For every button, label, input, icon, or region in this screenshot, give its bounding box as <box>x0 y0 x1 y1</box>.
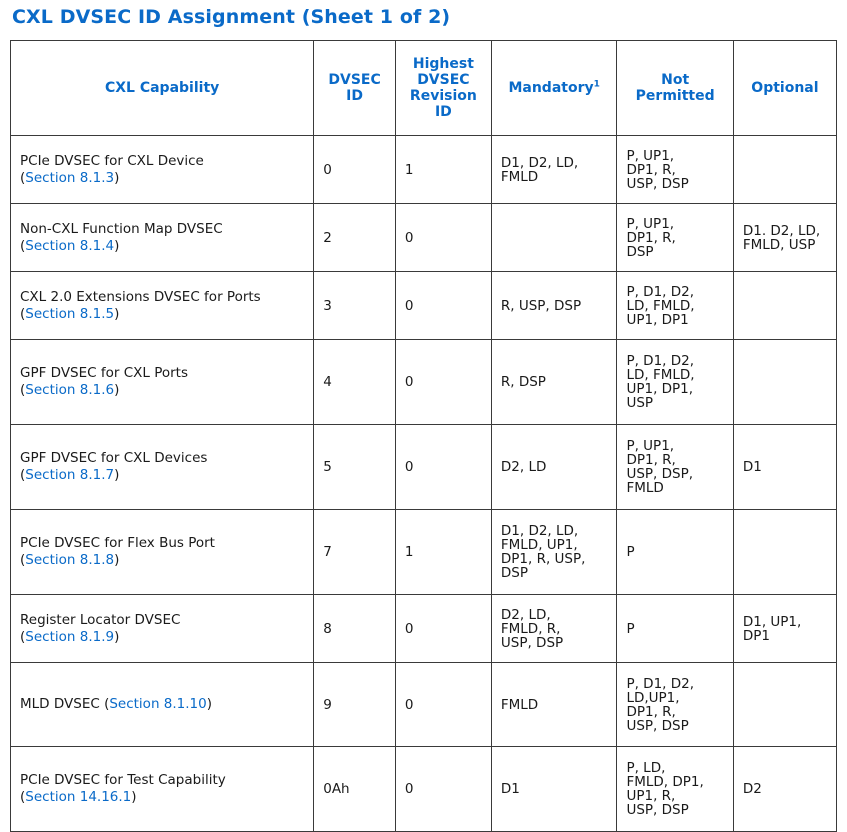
not-permitted-line: LD, FMLD, <box>626 367 695 383</box>
not-permitted-line: USP, DSP, <box>626 466 694 482</box>
not-permitted-line: P <box>626 620 635 637</box>
cell-optional <box>733 510 836 595</box>
cell-mandatory <box>491 340 617 425</box>
cell-mandatory <box>491 595 617 663</box>
cell-revision-id: 0 <box>395 595 491 663</box>
mandatory-line: FMLD, UP1, <box>500 537 578 553</box>
cell-dvsec-id: 7 <box>314 510 396 595</box>
cell-revision-id: 0 <box>395 272 491 340</box>
section-link[interactable]: Section 14.16.1 <box>25 789 132 805</box>
optional-line: DP1 <box>742 627 770 644</box>
mandatory-line: D1 <box>500 781 520 797</box>
not-permitted-line: LD,UP1, <box>626 689 680 706</box>
cell-optional <box>733 340 836 425</box>
not-permitted-line: UP1, DP1, <box>626 381 694 397</box>
cell-optional <box>733 595 836 663</box>
cell-optional <box>733 204 836 272</box>
not-permitted-line: UP1, DP1 <box>626 311 689 328</box>
not-permitted-line: USP, DSP <box>626 802 689 818</box>
table-row <box>11 595 837 663</box>
mandatory-line: FMLD, R, <box>500 620 561 637</box>
capability-name: PCIe DVSEC for Test Capability <box>20 772 226 788</box>
capability-name: MLD DVSEC <box>20 696 100 712</box>
not-permitted-line: USP <box>626 395 654 411</box>
mandatory-line: R, USP, DSP <box>500 297 582 314</box>
mandatory-line: D2, LD, <box>500 606 551 623</box>
not-permitted-line: P, D1, D2, <box>626 353 695 369</box>
table-row <box>11 663 837 747</box>
capability-name: GPF DVSEC for CXL Ports <box>20 365 189 381</box>
table-body <box>11 136 837 832</box>
not-permitted-line: DP1, R, <box>626 161 676 178</box>
cell-capability: Register Locator DVSEC (Section 8.1.9) <box>11 595 314 663</box>
cell-revision-id: 0 <box>395 204 491 272</box>
header-revision-id <box>395 41 491 136</box>
cell-not-permitted <box>617 272 733 340</box>
cell-capability: CXL 2.0 Extensions DVSEC for Ports (Section 8.1.5) <box>11 272 314 340</box>
cell-mandatory <box>491 204 617 272</box>
header-mandatory-label: Mandatory <box>508 80 594 96</box>
cell-not-permitted <box>617 663 733 747</box>
not-permitted-line: UP1, R, <box>626 788 676 804</box>
section-link[interactable]: Section 8.1.6 <box>25 382 115 398</box>
not-permitted-line: USP, DSP <box>626 175 689 192</box>
capability-name: GPF DVSEC for CXL Devices <box>20 450 208 466</box>
capability-name: CXL 2.0 Extensions DVSEC for Ports <box>20 288 261 305</box>
header-not-permitted <box>617 41 733 136</box>
cell-capability: GPF DVSEC for CXL Ports (Section 8.1.6) <box>11 340 314 425</box>
not-permitted-line: P, UP1, <box>626 147 675 164</box>
header-line: Revision <box>409 88 477 104</box>
not-permitted-line: DSP <box>626 243 654 260</box>
cell-revision-id: 0 <box>395 340 491 425</box>
capability-name: Register Locator DVSEC <box>20 611 181 628</box>
section-link[interactable]: Section 8.1.5 <box>25 305 115 322</box>
cell-not-permitted <box>617 425 733 510</box>
header-line: DVSEC <box>328 72 381 88</box>
optional-line: D1. D2, LD, <box>742 222 821 239</box>
header-optional <box>733 41 836 136</box>
header-line: ID <box>346 88 363 104</box>
mandatory-line: R, DSP <box>500 374 546 390</box>
cell-optional <box>733 425 836 510</box>
cell-dvsec-id: 9 <box>314 663 396 747</box>
table-row <box>11 340 837 425</box>
cell-not-permitted <box>617 340 733 425</box>
cell-dvsec-id: 0Ah <box>314 747 396 832</box>
header-line: Highest <box>412 56 474 72</box>
cell-optional <box>733 136 836 204</box>
not-permitted-line: FMLD, DP1, <box>626 774 704 790</box>
cell-revision-id: 0 <box>395 747 491 832</box>
not-permitted-line: USP, DSP <box>626 717 689 734</box>
header-line: ID <box>434 104 452 120</box>
cell-mandatory <box>491 663 617 747</box>
cell-dvsec-id: 2 <box>314 204 396 272</box>
mandatory-line: USP, DSP <box>500 634 564 651</box>
cell-optional <box>733 747 836 832</box>
cell-capability: PCIe DVSEC for CXL Device (Section 8.1.3) <box>11 136 314 204</box>
cell-not-permitted <box>617 204 733 272</box>
cell-revision-id: 1 <box>395 510 491 595</box>
mandatory-line: D1, D2, LD, <box>500 154 579 171</box>
table-title: CXL DVSEC ID Assignment (Sheet 1 of 2) <box>12 6 451 28</box>
optional-line: D1, UP1, <box>742 613 802 630</box>
optional-line: FMLD, USP <box>742 236 816 253</box>
capability-name: Non-CXL Function Map DVSEC <box>20 220 223 237</box>
cell-dvsec-id: 8 <box>314 595 396 663</box>
section-link[interactable]: Section 8.1.3 <box>25 169 115 186</box>
cell-capability: PCIe DVSEC for Flex Bus Port (Section 8.1.8) <box>11 510 314 595</box>
header-dvsec-id <box>314 41 396 136</box>
cell-revision-id: 0 <box>395 663 491 747</box>
cell-mandatory <box>491 136 617 204</box>
table-row <box>11 204 837 272</box>
not-permitted-line: P, UP1, <box>626 438 675 454</box>
table-row <box>11 747 837 832</box>
cell-dvsec-id: 5 <box>314 425 396 510</box>
section-link[interactable]: Section 8.1.8 <box>25 552 115 568</box>
not-permitted-line: LD, FMLD, <box>626 297 695 314</box>
not-permitted-line: DP1, R, <box>626 452 676 468</box>
cell-not-permitted <box>617 136 733 204</box>
cell-not-permitted <box>617 595 733 663</box>
header-capability <box>11 41 314 136</box>
section-link[interactable]: Section 8.1.10 <box>109 696 207 712</box>
header-capability-label: CXL Capability <box>104 80 220 96</box>
not-permitted-line: P <box>626 544 635 560</box>
cell-dvsec-id: 3 <box>314 272 396 340</box>
cell-optional <box>733 272 836 340</box>
cell-dvsec-id: 4 <box>314 340 396 425</box>
header-row <box>11 41 837 136</box>
section-link[interactable]: Section 8.1.7 <box>25 467 115 483</box>
footnote-ref: 1 <box>593 79 600 90</box>
not-permitted-line: FMLD <box>626 480 664 496</box>
cell-mandatory <box>491 510 617 595</box>
cell-mandatory <box>491 272 617 340</box>
cell-not-permitted <box>617 747 733 832</box>
header-line: Permitted <box>635 88 715 104</box>
optional-line: D1 <box>742 459 762 475</box>
cell-dvsec-id: 0 <box>314 136 396 204</box>
not-permitted-line: P, UP1, <box>626 215 675 232</box>
cell-revision-id: 0 <box>395 425 491 510</box>
mandatory-line: DP1, R, USP, <box>500 551 586 567</box>
table-row <box>11 136 837 204</box>
table-row <box>11 425 837 510</box>
cell-not-permitted <box>617 510 733 595</box>
header-line: DVSEC <box>417 72 470 88</box>
dvsec-id-table <box>10 40 837 832</box>
section-link[interactable]: Section 8.1.4 <box>25 237 115 254</box>
cell-mandatory <box>491 425 617 510</box>
cell-capability: MLD DVSEC (Section 8.1.10) <box>11 663 314 747</box>
table-row <box>11 510 837 595</box>
cell-capability: GPF DVSEC for CXL Devices (Section 8.1.7) <box>11 425 314 510</box>
header-optional-label: Optional <box>751 80 819 96</box>
not-permitted-line: DP1, R, <box>626 229 676 246</box>
cell-capability: Non-CXL Function Map DVSEC (Section 8.1.4) <box>11 204 314 272</box>
not-permitted-line: P, LD, <box>626 760 666 776</box>
not-permitted-line: P, D1, D2, <box>626 675 695 692</box>
table-row <box>11 272 837 340</box>
cell-optional <box>733 663 836 747</box>
mandatory-line: D2, LD <box>500 459 547 475</box>
optional-line: D2 <box>742 781 762 797</box>
capability-name: PCIe DVSEC for CXL Device <box>20 152 204 169</box>
not-permitted-line: DP1, R, <box>626 703 676 720</box>
not-permitted-line: P, D1, D2, <box>626 283 695 300</box>
mandatory-line: DSP <box>500 565 528 581</box>
section-link[interactable]: Section 8.1.9 <box>25 628 115 645</box>
cell-capability: PCIe DVSEC for Test Capability (Section 14.16.1) <box>11 747 314 832</box>
header-mandatory <box>491 41 617 136</box>
mandatory-line: FMLD <box>500 168 539 185</box>
capability-name: PCIe DVSEC for Flex Bus Port <box>20 535 215 551</box>
mandatory-line: FMLD <box>500 696 539 713</box>
mandatory-line: D1, D2, LD, <box>500 523 579 539</box>
header-line: Not <box>661 72 690 88</box>
cell-revision-id: 1 <box>395 136 491 204</box>
cell-mandatory <box>491 747 617 832</box>
